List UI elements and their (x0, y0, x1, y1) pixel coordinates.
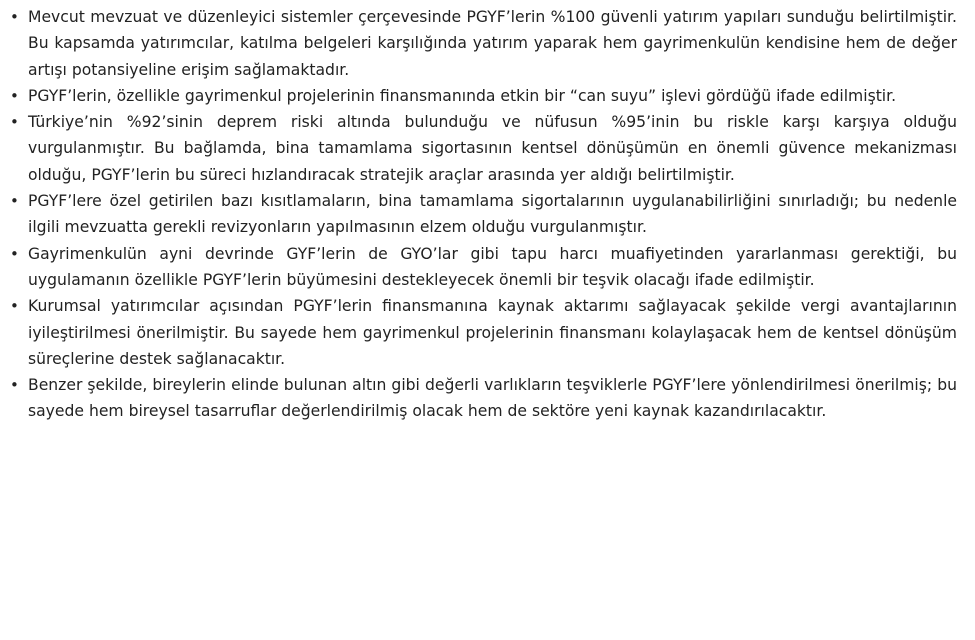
list-item (8, 4, 957, 83)
list-item (8, 188, 957, 241)
bullet-icon: • (10, 86, 19, 105)
bullet-list (8, 4, 957, 425)
list-item (8, 241, 957, 294)
bullet-text: PGYF’lere özel getirilen bazı kısıtlamaların, bina tamamlama sigortalarının uygulanabilirliğini sınırladığı; bu nedenle ilgili mevzuatta gerekli revizyonların yapılmasının elzem olduğu vurgulanmıştır. (28, 192, 957, 237)
bullet-text: PGYF’lerin, özellikle gayrimenkul projelerinin finansmanında etkin bir “can suyu” işlevi gördüğü ifade edilmiştir. (28, 86, 897, 105)
bullet-icon: • (10, 8, 19, 26)
list-item (8, 83, 957, 109)
bullet-icon: • (10, 297, 19, 316)
bullet-icon: • (10, 244, 19, 263)
bullet-icon: • (10, 376, 19, 395)
bullet-text: Mevcut mevzuat ve düzenleyici sistemler çerçevesinde PGYF’lerin %100 güvenli yatırım yapıları sunduğu belirtilmiştir. Bu kapsamda yatırımcılar, katılma belgeleri karşılığında yatırım yaparak hem gayrimenkulün kendisine hem de değer artışı potansiyeline erişim sağlamaktadır. (28, 8, 957, 79)
bullet-text: Kurumsal yatırımcılar açısından PGYF’lerin finansmanına kaynak aktarımı sağlayacak şekilde vergi avantajlarının iyileştirilmesi önerilmiştir. Bu sayede hem gayrimenkul projelerinin finansmanı kolaylaşacak hem de kentsel dönüşüm süreçlerine destek sağlanacaktır. (28, 297, 957, 368)
list-item (8, 372, 957, 425)
bullet-text: Türkiye’nin %92’sinin deprem riski altında bulunduğu ve nüfusun %95’inin bu riskle karşı karşıya olduğu vurgulanmıştır. Bu bağlamda, bina tamamlama sigortasının kentsel dönüşümün en önemli güvence mekanizması olduğu, PGYF’lerin bu süreci hızlandıracak stratejik araçlar arasında yer aldığı belirtilmiştir. (28, 113, 957, 184)
bullet-icon: • (10, 192, 19, 211)
list-item (8, 293, 957, 372)
bullet-text: Gayrimenkulün ayni devrinde GYF’lerin de GYO’lar gibi tapu harcı muafiyetinden yararlanması gerektiği, bu uygulamanın özellikle PGYF’lerin büyümesini destekleyecek önemli bir teşvik olacağı ifade edilmiştir. (28, 244, 957, 289)
bullet-icon: • (10, 113, 19, 132)
bullet-text: Benzer şekilde, bireylerin elinde bulunan altın gibi değerli varlıkların teşviklerle PGYF’lere yönlendirilmesi önerilmiş; bu sayede hem bireysel tasarruflar değerlendirilmiş olacak hem de sektöre yeni kaynak kazandırılacaktır. (28, 376, 957, 421)
list-item (8, 109, 957, 188)
